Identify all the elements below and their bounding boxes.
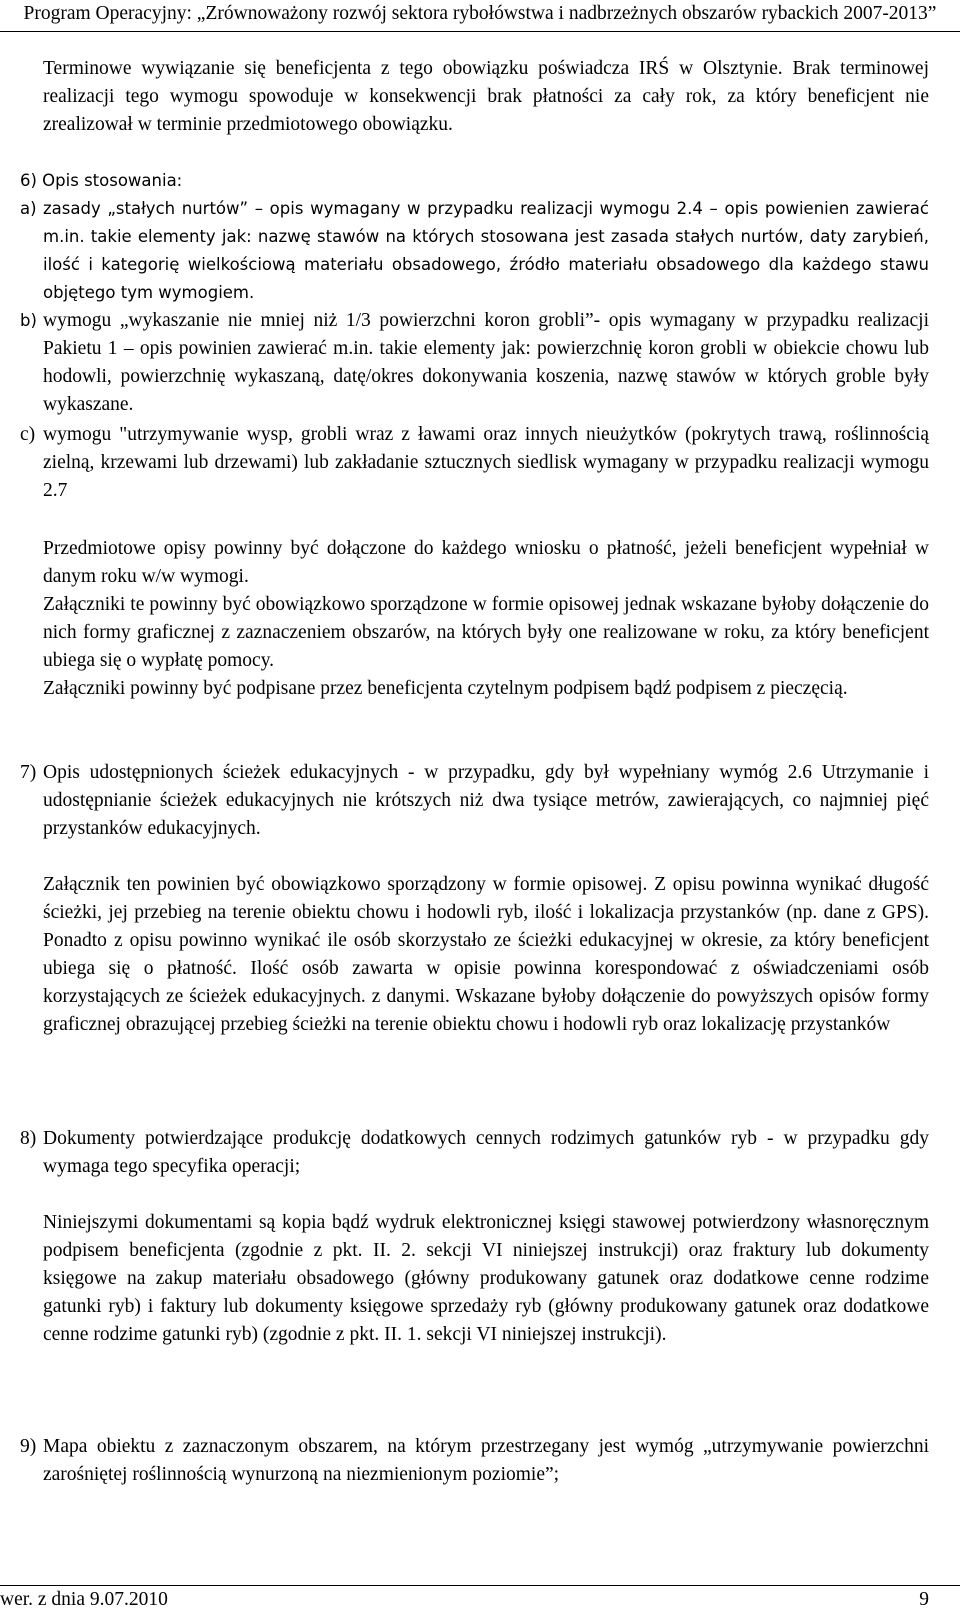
section-7-para: Załącznik ten powinien być obowiązkowo sporządzony w formie opisowej. Z opisu powinna wynikać długość ścieżki, jej przebieg na terenie obiektu chowu i hodowli ryb, ilość i lokalizacja przystanków (np. dane z GPS). Ponadto z opisu powinno wynikać ile osób skorzystało ze ścieżki edukacyjnej w okresie, za który beneficjent ubiega się o płatność. Ilość osób zawarta w opisie powinna korespondować z oświadczeniami osób korzystających ze ścieżek edukacyjnych. z danymi. Wskazane byłoby dołączenie do powyższych opisów formy graficznej obrazującej przebieg ścieżki na terenie obiektu chowu i hodowli ryb oraz lokalizację przystanków: [43, 874, 929, 1035]
footer-version: wer. z dnia 9.07.2010: [0, 1589, 168, 1610]
section-7-text: Opis udostępnionych ścieżek edukacyjnych - w przypadku, gdy był wypełniany wymóg 2.6 Utrzymanie i udostępnianie ścieżek edukacyjnych nie krótszych niż dwa tysiące metrów, zawierających, co najmniej pięć przystanków edukacyjnych.: [43, 762, 929, 839]
section-7-label: 7): [20, 762, 37, 783]
page-header: Program Operacyjny: „Zrównoważony rozwój sektora rybołówstwa i nadbrzeżnych obszarów rybackich 2007-2013”: [23, 3, 937, 24]
section-8-para: Niniejszymi dokumentami są kopia bądź wydruk elektronicznej księgi stawowej potwierdzony własnoręcznym podpisem beneficjenta (zgodnie z pkt. II. 2. sekcji VI niniejszej instrukcji) oraz fraktury lub dokumenty księgowe na zakup materiału obsadowego (główny produkowany gatunek oraz dodatkowe cenne rodzime gatunki ryb) i faktury lub dokumenty księgowe sprzedaży ryb (główny produkowany gatunek oraz dodatkowe cenne rodzime gatunki ryb) (zgodnie z pkt. II. 1. sekcji VI niniejszej instrukcji).: [43, 1212, 929, 1345]
section-6-para-1: Przedmiotowe opisy powinny być dołączone do każdego wniosku o płatność, jeżeli beneficjent wypełniał w danym roku w/w wymogi.: [43, 538, 929, 587]
item-text: zasady „stałych nurtów” – opis wymagany w przypadku realizacji wymogu 2.4 – opis powienien zawierać m.in. takie elementy jak: nazwę stawów na których stosowana jest zasada stałych nurtów, daty zarybień, ilość i kategorię wielkościową materiału obsadowego, źródło materiału obsadowego dla każdego stawu objętego tym wymogiem.: [43, 199, 929, 302]
item-label: b): [20, 311, 37, 330]
section-9-text: Mapa obiektu z zaznaczonym obszarem, na którym przestrzegany jest wymóg „utrzymywanie powierzchni zarośniętej roślinnością wynurzoną na niezmienionym poziomie”;: [43, 1436, 929, 1485]
header-rule: [0, 31, 960, 32]
section-6-heading: 6) Opis stosowania:: [20, 171, 183, 190]
footer-rule: [0, 1585, 960, 1586]
section-8-text: Dokumenty potwierdzające produkcję dodatkowych cennych rodzimych gatunków ryb - w przypadku gdy wymaga tego specyfika operacji;: [43, 1128, 929, 1177]
item-label: a): [20, 199, 37, 218]
page-number: 9: [919, 1589, 929, 1610]
section-8-label: 8): [20, 1128, 37, 1149]
section-9-label: 9): [20, 1436, 37, 1457]
item-text: wymogu "utrzymywanie wysp, grobli wraz z ławami oraz innych nieużytków (pokrytych trawą, roślinnością zielną, krzewami lub drzewami) lub zakładanie sztucznych siedlisk wymagany w przypadku realizacji wymogu 2.7: [43, 424, 929, 501]
intro-paragraph: Terminowe wywiązanie się beneficjenta z tego obowiązku poświadcza IRŚ w Olsztynie. Brak terminowej realizacji tego wymogu spowoduje w konsekwencji brak płatności za cały rok, za który beneficjent nie zrealizował w terminie przedmiotowego obowiązku.: [43, 58, 929, 135]
section-6-para-3: Załączniki powinny być podpisane przez beneficjenta czytelnym podpisem bądź podpisem z pieczęcią.: [43, 678, 848, 699]
item-label: c): [20, 424, 36, 445]
item-text: wymogu „wykaszanie nie mniej niż 1/3 powierzchni koron grobli”- opis wymagany w przypadku realizacji Pakietu 1 – opis powinien zawierać m.in. takie elementy jak: powierzchnię koron grobli w obiekcie chowu lub hodowli, powierzchnię wykaszaną, datę/okres dokonywania koszenia, nazwę stawów w których groble były wykaszane.: [43, 310, 929, 415]
section-6-para-2: Załączniki te powinny być obowiązkowo sporządzone w formie opisowej jednak wskazane byłoby dołączenie do nich formy graficznej z zaznaczeniem obszarów, na których były one realizowane w roku, za który beneficjent ubiega się o wypłatę pomocy.: [43, 594, 929, 671]
